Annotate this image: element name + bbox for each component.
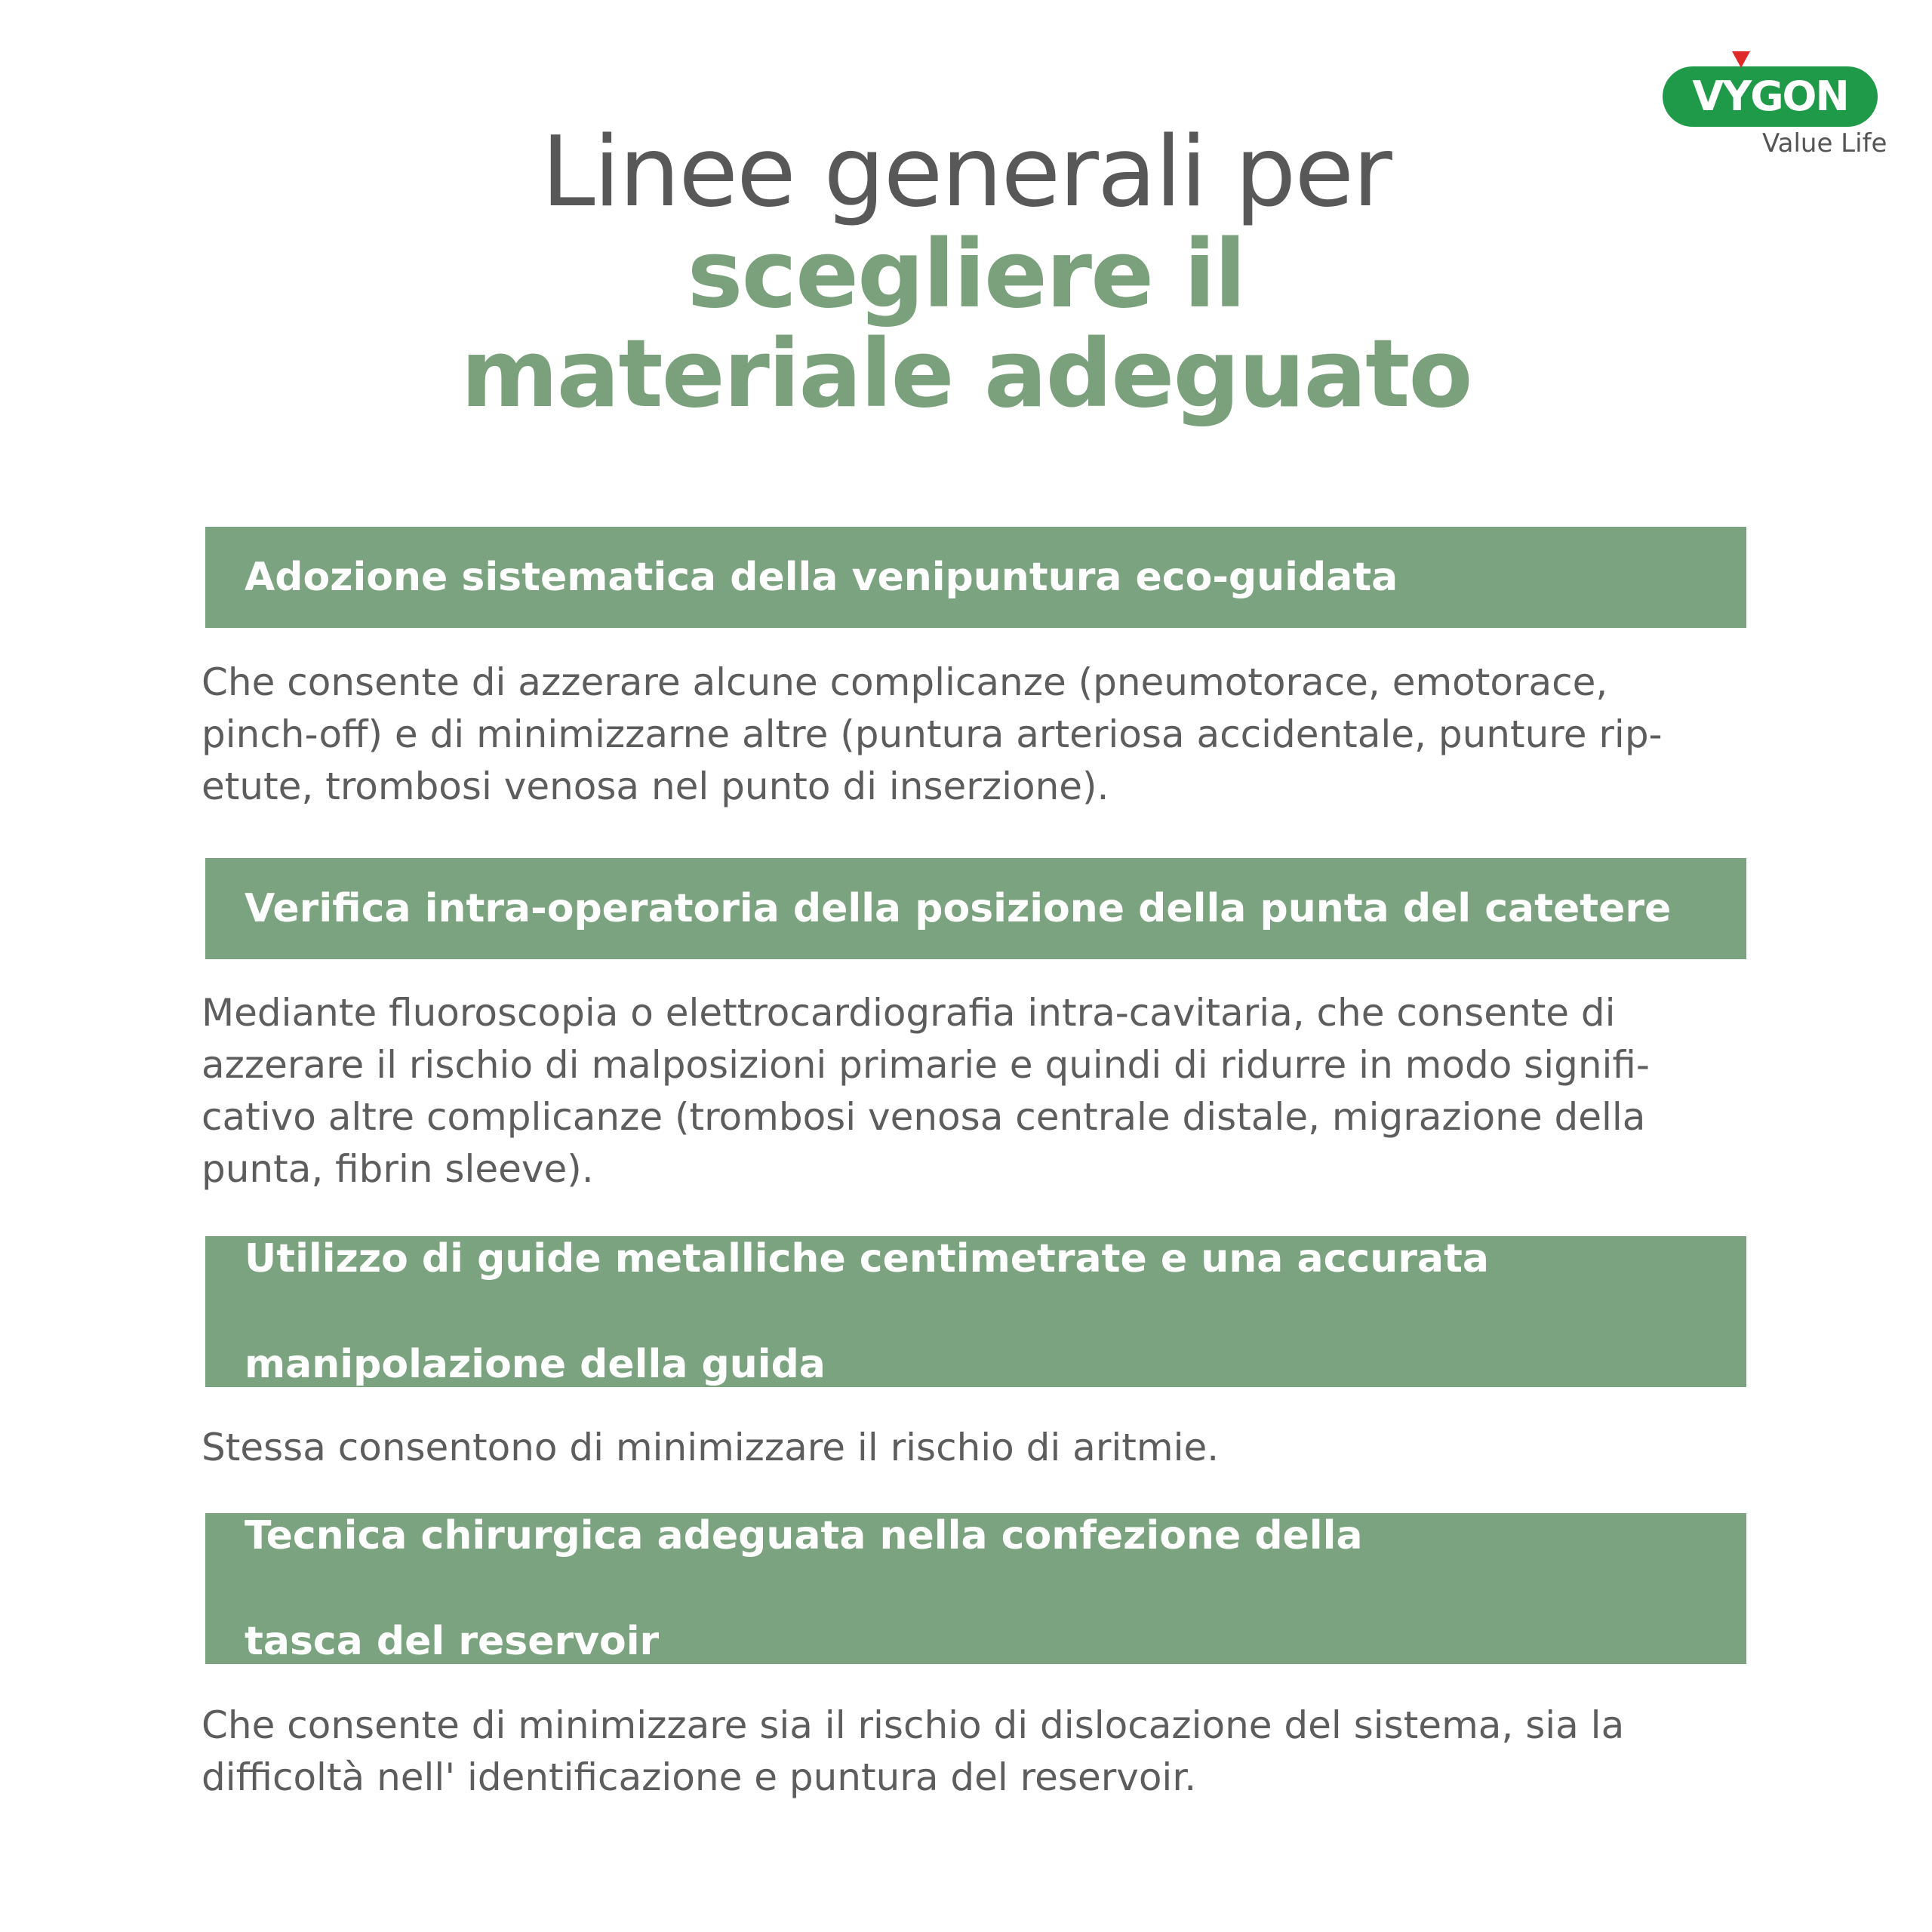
logo-tagline: Value Life <box>1762 128 1887 158</box>
title-line-2: scegliere il <box>687 220 1245 329</box>
section-header-4-text <box>245 1457 1363 1721</box>
section-header-3-text <box>245 1180 1489 1444</box>
page-title <box>0 116 1932 429</box>
title-line-1: Linee generali per <box>541 116 1391 229</box>
section-header-3 <box>205 1236 1746 1387</box>
section-body-2-line-2: azzerare il rischio di malposizioni primarie e quindi di ridurre in modo signifi- <box>202 1043 1650 1087</box>
section-header-4-line-1: Tecnica chirurgica adeguata nella confezione della <box>245 1513 1363 1558</box>
section-body-2-line-1: Mediante fluoroscopia o elettrocardiografia intra-cavitaria, che consente di <box>202 991 1616 1035</box>
section-header-1 <box>205 527 1746 628</box>
section-body-3-line-1: Stessa consentono di minimizzare il rischio di aritmie. <box>202 1426 1220 1469</box>
section-body-1-line-2: pinch-off) e di minimizzarne altre (puntura arteriosa accidentale, punture rip- <box>202 712 1663 756</box>
logo-wordmark: VYGON <box>1692 72 1848 120</box>
section-body-1 <box>202 657 1756 813</box>
section-header-4-line-2: tasca del reservoir <box>245 1619 660 1664</box>
section-header-4 <box>205 1513 1746 1664</box>
logo-red-triangle-icon <box>1732 51 1750 68</box>
section-header-1-text: Adozione sistematica della venipuntura eco-guidata <box>245 555 1398 600</box>
section-body-1-line-3: etute, trombosi venosa nel punto di inserzione). <box>202 764 1109 808</box>
section-body-4-line-2: difficoltà nell' identificazione e puntura del reservoir. <box>202 1755 1197 1799</box>
section-header-3-line-1: Utilizzo di guide metalliche centimetrate e una accurata <box>245 1236 1489 1281</box>
section-body-2-line-4: punta, fibrin sleeve). <box>202 1147 594 1191</box>
section-body-2 <box>202 987 1756 1195</box>
section-header-3-line-2: manipolazione della guida <box>245 1342 826 1387</box>
section-body-4-line-1: Che consente di minimizzare sia il rischio di dislocazione del sistema, sia la <box>202 1703 1625 1747</box>
section-body-4 <box>202 1700 1756 1804</box>
section-header-2-text: Verifica intra-operatoria della posizione della punta del catetere <box>245 886 1672 931</box>
section-body-1-line-1: Che consente di azzerare alcune complicanze (pneumotorace, emotorace, <box>202 660 1608 704</box>
title-line-3: materiale adeguato <box>460 320 1472 429</box>
section-body-2-line-3: cativo altre complicanze (trombosi venosa centrale distale, migrazione della <box>202 1095 1646 1139</box>
section-header-2 <box>205 858 1746 959</box>
